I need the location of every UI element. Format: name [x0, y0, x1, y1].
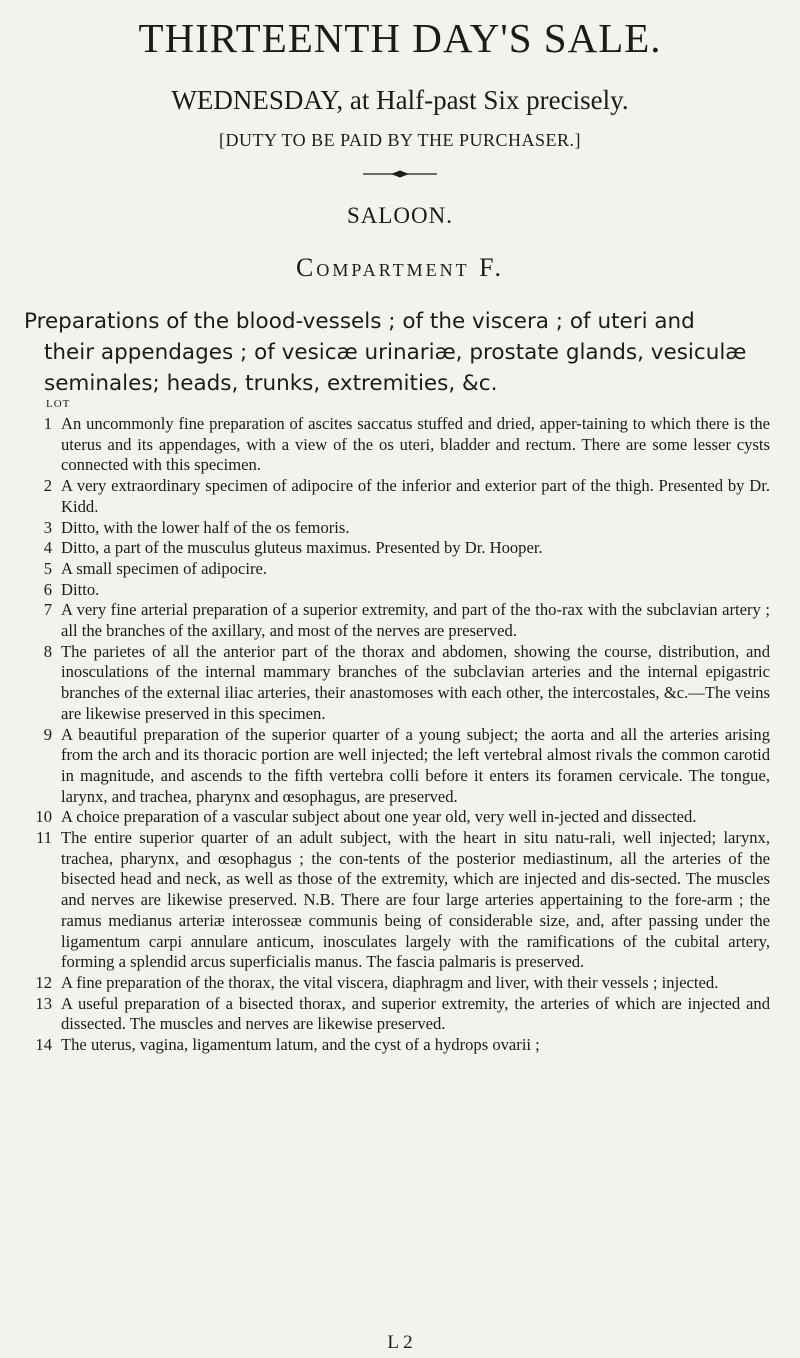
- lot-description: A choice preparation of a vascular subject about one year old, very well in-jected and dissected.: [61, 807, 697, 827]
- lot-description: The uterus, vagina, ligamentum latum, and the cyst of a hydrops ovarii ;: [61, 1035, 540, 1055]
- lot-description: A very fine arterial preparation of a superior extremity, and part of the tho-rax with the subclavian artery ; all the branches of the axillary, and most of the nerves are preserved.: [61, 600, 770, 641]
- lot-description: A fine preparation of the thorax, the vital viscera, diaphragm and liver, with their vessels ; injected.: [61, 972, 719, 992]
- heading-line: seminales; heads, trunks, extremities, &c.: [44, 371, 498, 396]
- lot-entry: [30, 600, 770, 641]
- lot-description: A beautiful preparation of the superior quarter of a young subject; the aorta and all the arteries arising from the arch and its thoracic portion are well injected; the left vertebral almost rivals the common carotid in magnitude, and ascends to the fifth vertebra colli before it enters its foramen cervicale. The tongue, larynx, and trachea, pharynx and œsophagus, are preserved.: [61, 724, 770, 806]
- lot-description: The parietes of all the anterior part of the thorax and abdomen, showing the course, distribution, and inosculations of the internal mammary branches of the subclavian arteries and the internal epigastric branches of the external iliac arteries, their anastomoses with each other, the intercostales, &c.—The veins are likewise preserved in this specimen.: [61, 641, 770, 723]
- lot-number: 5: [43, 558, 52, 578]
- lot-description: A useful preparation of a bisected thorax, and superior extremity, the arteries of which are injected and dissected. The muscles and nerves are likewise preserved.: [61, 993, 770, 1034]
- lot-number: 10: [35, 807, 52, 827]
- room-heading: SALOON.: [346, 203, 454, 228]
- lot-description: A very extraordinary specimen of adipocire of the inferior and exterior part of the thigh. Presented by Dr. Kidd.: [61, 476, 770, 516]
- lot-description: A small specimen of adipocire.: [61, 558, 267, 578]
- lot-entry: [30, 973, 770, 994]
- lot-entry: [30, 828, 770, 973]
- lot-entry: [30, 559, 770, 580]
- heading-line: their appendages ; of vesicæ urinariæ, prostate glands, vesiculæ: [44, 340, 747, 365]
- lot-column-label: LOT: [46, 398, 71, 410]
- lot-description: The entire superior quarter of an adult subject, with the heart in situ natu-rali, well injected; larynx, trachea, pharynx, and œsophagus ; the con-tents of the posterior mediastinum, all the arteries of the bisected head and neck, as well as those of the extremity, which are injected and dis-sected. The muscles and nerves are likewise preserved. N.B. There are four large arteries appertaining to the fore-arm ; the ramus medianus arteriæ interosseæ communis being of considerable size, and, after passing under the ligamentum carpi annulare anticum, inosculates largely with the ramifications of the cubital artery, forming a splendid arcus superficialis manus. The fascia palmaris is preserved.: [61, 828, 770, 972]
- lot-number: 2: [43, 476, 52, 496]
- lot-entry: [30, 580, 770, 601]
- lot-number: 9: [43, 724, 52, 744]
- lot-list: [30, 414, 770, 1056]
- lot-number: 1: [43, 414, 52, 433]
- duty-note: [DUTY TO BE PAID BY THE PURCHASER.]: [218, 130, 582, 150]
- lot-number: 3: [43, 517, 52, 537]
- lot-entry: [30, 807, 770, 828]
- lot-entry: [30, 518, 770, 539]
- compartment-heading: Compartment F.: [296, 253, 504, 282]
- sale-title: THIRTEENTH DAY'S SALE.: [138, 15, 662, 61]
- lot-entry: [30, 476, 770, 517]
- lot-number: 12: [35, 972, 52, 992]
- lot-entry: [30, 725, 770, 808]
- lot-description: Ditto, with the lower half of the os femoris.: [61, 517, 350, 537]
- lot-number: 6: [43, 579, 52, 599]
- lot-entry: [30, 414, 770, 476]
- lot-number: 14: [35, 1035, 52, 1055]
- lot-description: An uncommonly fine preparation of ascites saccatus stuffed and dried, apper-taining to which there is the uterus and its appendages, with a view of the os uteri, bladder and rectum. There are some lesser cysts connected with this specimen.: [61, 414, 770, 475]
- ornament-rule-icon: [363, 169, 437, 179]
- lot-entry: [30, 1035, 770, 1056]
- heading-line: Preparations of the blood-vessels ; of the viscera ; of uteri and: [24, 309, 695, 334]
- lot-description: Ditto.: [61, 579, 100, 599]
- lot-number: 7: [43, 600, 52, 620]
- lot-entry: [30, 538, 770, 559]
- lot-number: 13: [35, 993, 52, 1013]
- lot-number: 4: [43, 538, 52, 558]
- lot-entry: [30, 642, 770, 725]
- lot-entry: [30, 994, 770, 1035]
- section-heading: [24, 306, 784, 399]
- lot-number: 8: [43, 641, 52, 661]
- lot-number: 11: [36, 828, 52, 848]
- lot-description: Ditto, a part of the musculus gluteus maximus. Presented by Dr. Hooper.: [61, 538, 543, 558]
- page-signature: L 2: [387, 1332, 413, 1353]
- sale-time: WEDNESDAY, at Half-past Six precisely.: [171, 85, 629, 115]
